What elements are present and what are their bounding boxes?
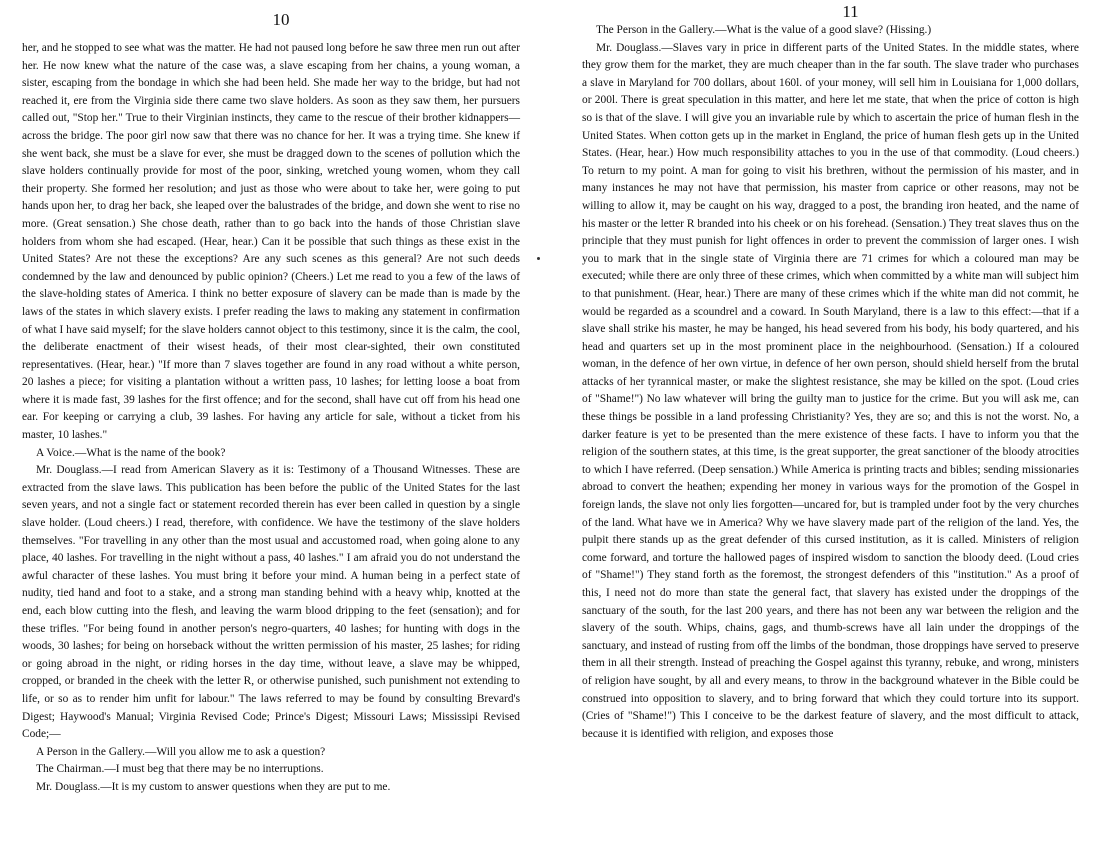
paragraph: The Chairman.—I must beg that there may be no interruptions.	[36, 763, 324, 776]
paragraph: Mr. Douglass.—I read from American Slavery as it is: Testimony of a Thousand Witnesses. These are extracted from the slave laws. This publication has been before the public of the United States for the last seven years, and not a single fact or statement recorded therein has ever been called in question by a single slave holder. (Loud cheers.) I read, therefore, with confidence. We have the testimony of the slave holders themselves. "For travelling in any other than the most usual and accustomed road, when going alone to any place, 40 lashes. For travelling in the night without a pass, 40 lashes." I am afraid you do not understand the awful character of these lashes. You must bring it before your mind. A human being in a perfect state of nudity, tied hand and foot to a stake, and a strong man standing behind with a heavy whip, knotted at the end, each blow cutting into the flesh, and leaving the warm blood dripping to the feet (sensation); and for these trifles. "For being found in another person's negro-quarters, 40 lashes; for hunting with dogs in the woods, 30 lashes; for being on horseback without the written permission of his master, 25 lashes; for riding or going abroad in the night, or riding horses in the day time, without leave, a slave may be whipped, cropped, or branded in the cheek with the letter R, or otherwise punished, such punishment not extending to life, or so as to render him unfit for labour." The laws referred to may be found by consulting Brevard's Digest; Haywood's Manual; Virginia Revised Code; Prince's Digest; Missouri Laws; Mississipi Revised Code;—	[22, 464, 520, 741]
page-body	[582, 22, 1079, 743]
paragraph: A Voice.—What is the name of the book?	[36, 446, 226, 459]
page-body	[22, 40, 520, 797]
page-number: 11	[842, 2, 859, 21]
paragraph: The Person in the Gallery.—What is the value of a good slave? (Hissing.)	[596, 24, 932, 36]
ink-speck	[537, 257, 540, 260]
right-page	[582, 0, 1079, 743]
page-number: 10	[272, 10, 290, 29]
paragraph: her, and he stopped to see what was the matter. He had not paused long before he saw three men run out after her. He now knew what the nature of the case was, a slave escaping from her chains, a young woman, a sister, escaping from the bondage in which she had been held. She made her way to the bridge, but had not reached it, ere from the Virginia side there came two slave holders. As soon as they saw them, her pursuers called out, "Stop her." True to their Virginian instincts, they came to the rescue of their brother kidnappers—across the bridge. The poor girl now saw that there was no chance for her. It was a trying time. She knew if she went back, she must be a slave for ever, she must be dragged down to the scenes of pollution which the slave holders continually provide for most of the poor, sinking, wretched young women, whom they call their property. She formed her resolution; and just as those who were about to take her, were going to put hands upon her, to drag her back, she leaped over the balustrades of the bridge, and down she went to rise no more. (Great sensation.) She chose death, rather than to go back into the hands of those Christian slave holders from whom she had escaped. (Hear, hear.) Can it be possible that such things as these exist in the United States? Are not these the exceptions? Are any such scenes as this general? Are not such deeds condemned by the law and denounced by public opinion? (Cheers.) Let me read to you a few of the laws of the slave-holding states of America. I think no better exposure of slavery can be made than is made by the laws of the states in which slavery exists. I prefer reading the laws to making any statement in confirmation of what I have said myself; for the slave holders cannot object to this testimony, since it is the calm, the cool, the deliberate enactment of their wisest heads, of their most clear-sighted, their own constituted representatives. (Hear, hear.) "If more than 7 slaves together are found in any road without a white person, 20 lashes a piece; for visiting a plantation without a written pass, 10 lashes; for letting loose a boat from where it is made fast, 39 lashes for the first offence; and for the second, shall have cut off from his head one ear. For keeping or carrying a club, 39 lashes. For having any article for sale, without a ticket from his master, 10 lashes."	[22, 42, 520, 442]
left-page	[22, 0, 520, 797]
paragraph: Mr. Douglass.—It is my custom to answer questions when they are put to me.	[36, 780, 391, 793]
paragraph: Mr. Douglass.—Slaves vary in price in different parts of the United States. In the middle states, where they grow them for the market, they are much cheaper than in the far south. The slave trader who purchases a slave in Maryland for 700 dollars, about 160l. of your money, will sell him in Louisiana for 1,000 dollars, or 200l. There is great speculation in this matter, and here let me state, that when the price of cotton is high so is that of the slave. I will give you an invariable rule by which to ascertain the price of human flesh in the United States. When cotton gets up in the market in England, the price of human flesh gets up in the United States. (Hear, hear.) How much responsibility attaches to you in the use of that commodity. (Loud cheers.) To return to my point. A man for going to visit his brethren, without the permission of his master, and in many instances he may not have that permission, his master from caprice or other reasons, may not be willing to allow it, may be caught on his way, dragged to a post, the branding iron heated, and the name of his master or the letter R branded into his cheek or on his forehead. (Sensation.) They treat slaves thus on the principle that they must punish for light offences in order to prevent the commission of larger ones. I wish you to mark that in the single state of Virginia there are 71 crimes for which a coloured man may be executed; while there are only three of these crimes, which when committed by a white man will subject him to that punishment. (Hear, hear.) There are many of these crimes which if the white man did not commit, he would be regarded as a scoundrel and a coward. In South Maryland, there is a law to this effect:—that if a slave shall strike his master, he may be hanged, his head severed from his body, his body quartered, and his head and quarters set up in the most prominent place in the neighbourhood. (Sensation.) If a coloured woman, in the defence of her own virtue, in defence of her own person, should shield herself from the brutal attacks of her tyrannical master, or make the slightest resistance, she may be killed on the spot. (Loud cries of "Shame!") No law whatever will bring the guilty man to justice for the crime. But you will ask me, can these things be possible in a land professing Christianity? Yes, they are so; and this is not the worst. No, a darker feature is yet to be presented than the mere existence of these facts. I have to inform you that the religion of the southern states, at this time, is the great supporter, the great sanctioner of the bloody atrocities to which I have referred. (Deep sensation.) While America is printing tracts and bibles; sending missionaries abroad to convert the heathen; expending her money in various ways for the promotion of the Gospel in foreign lands, the slave not only lies forgotten—uncared for, but is trampled under foot by the very churches of the land. What have we in America? Why we have slavery made part of the religion of the land. Yes, the pulpit there stands up as the great defender of this cursed institution, as it is called. Ministers of religion come forward, and torture the hallowed pages of inspired wisdom to sanction the bloody deed. (Loud cries of "Shame!") They stand forth as the foremost, the strongest defenders of this "institution." As a proof of this, I need not do more than state the general fact, that slavery has existed under the droppings of the sanctuary of the south, for the last 200 years, and there has not been any war between the religion and the slavery of the south. Whips, chains, gags, and thumb-screws have all lain under the droppings of the sanctuary, and instead of rusting from off the limbs of the bondman, those droppings have served to preserve them in all their strength. Instead of preaching the Gospel against this tyranny, rebuke, and wrong, ministers of religion have sought, by all and every means, to throw in the background whatever in the Bible could be construed into opposition to slavery, and to bring forward that which they could torture into its support. (Cries of "Shame!") This I conceive to be the darkest feature of slavery, and the most difficult to attack, because it is identified with religion, and exposes those	[582, 41, 1079, 740]
paragraph: A Person in the Gallery.—Will you allow me to ask a question?	[36, 745, 326, 758]
